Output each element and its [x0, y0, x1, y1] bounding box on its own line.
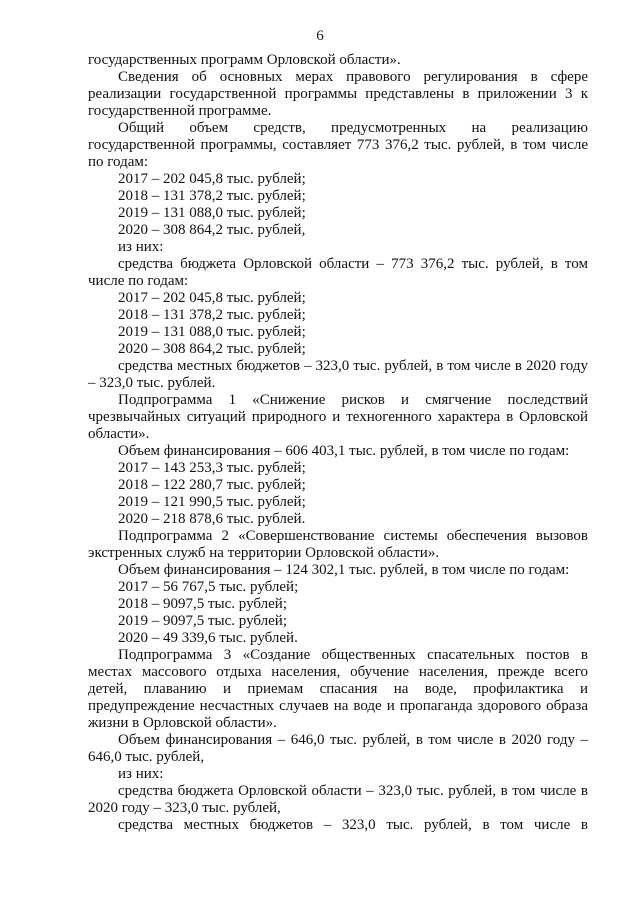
paragraph-regional-budget-subprogram-3: средства бюджета Орловской области – 323,0 тыс. рублей, в том числе в 2020 году – 323,0 тыс. рублей,: [88, 783, 588, 816]
document-body: [88, 52, 588, 834]
year-line-2019: 2019 – 121 990,5 тыс. рублей;: [118, 494, 306, 510]
year-line-2020: 2020 – 308 864,2 тыс. рублей;: [118, 341, 306, 357]
year-line-2019: 2019 – 131 088,0 тыс. рублей;: [118, 324, 306, 340]
of-which-line: из них:: [118, 239, 164, 255]
of-which-line: из них:: [118, 766, 164, 782]
paragraph-subprogram-2: Подпрограмма 2 «Совершенствование системы обеспечения вызовов экстренных служб на территории Орловской области».: [88, 528, 588, 561]
paragraph-subprogram-3: Подпрограмма 3 «Создание общественных спасательных постов в местах массового отдыха населения, обучение населения, прежде всего детей, плаванию и приемам спасания на воде, профилактика и предупреждение несчастных случаев на воде и пропаганда здорового образа жизни в Орловской области».: [88, 647, 588, 731]
year-line-2019: 2019 – 131 088,0 тыс. рублей;: [118, 205, 306, 221]
paragraph-local-budgets: средства местных бюджетов – 323,0 тыс. рублей, в том числе в 2020 году – 323,0 тыс. рублей.: [88, 358, 588, 391]
paragraph-funding-subprogram-3: Объем финансирования – 646,0 тыс. рублей, в том числе в 2020 году – 646,0 тыс. рублей,: [88, 732, 588, 765]
year-line-2018: 2018 – 131 378,2 тыс. рублей;: [118, 307, 306, 323]
paragraph-subprogram-1: Подпрограмма 1 «Снижение рисков и смягчение последствий чрезвычайных ситуаций природного и техногенного характера в Орловской области».: [88, 392, 588, 442]
year-line-2018: 2018 – 9097,5 тыс. рублей;: [118, 596, 287, 612]
paragraph-local-budgets-subprogram-3: средства местных бюджетов – 323,0 тыс. рублей, в том числе в: [118, 817, 588, 833]
page-number: 6: [316, 28, 324, 44]
year-line-2020: 2020 – 308 864,2 тыс. рублей,: [118, 222, 306, 238]
year-line-2017: 2017 – 202 045,8 тыс. рублей;: [118, 290, 306, 306]
year-line-2017: 2017 – 202 045,8 тыс. рублей;: [118, 171, 306, 187]
year-line-2018: 2018 – 122 280,7 тыс. рублей;: [118, 477, 306, 493]
year-line-2019: 2019 – 9097,5 тыс. рублей;: [118, 613, 287, 629]
year-line-2018: 2018 – 131 378,2 тыс. рублей;: [118, 188, 306, 204]
paragraph-continuation: государственных программ Орловской области».: [88, 52, 401, 68]
funding-line-subprogram-1: Объем финансирования – 606 403,1 тыс. рублей, в том числе по годам:: [118, 443, 570, 459]
paragraph-total-funding: Общий объем средств, предусмотренных на реализацию государственной программы, составляет 773 376,2 тыс. рублей, в том числе по годам:: [88, 120, 588, 170]
year-line-2017: 2017 – 143 253,3 тыс. рублей;: [118, 460, 306, 476]
funding-line-subprogram-2: Объем финансирования – 124 302,1 тыс. рублей, в том числе по годам:: [118, 562, 570, 578]
year-line-2020: 2020 – 218 878,6 тыс. рублей.: [118, 511, 306, 527]
year-line-2020: 2020 – 49 339,6 тыс. рублей.: [118, 630, 298, 646]
paragraph-regional-budget: средства бюджета Орловской области – 773 376,2 тыс. рублей, в том числе по годам:: [88, 256, 588, 289]
year-line-2017: 2017 – 56 767,5 тыс. рублей;: [118, 579, 299, 595]
paragraph-legal-regulation: Сведения об основных мерах правового регулирования в сфере реализации государственной программы представлены в приложении 3 к государственной программе.: [88, 69, 588, 119]
